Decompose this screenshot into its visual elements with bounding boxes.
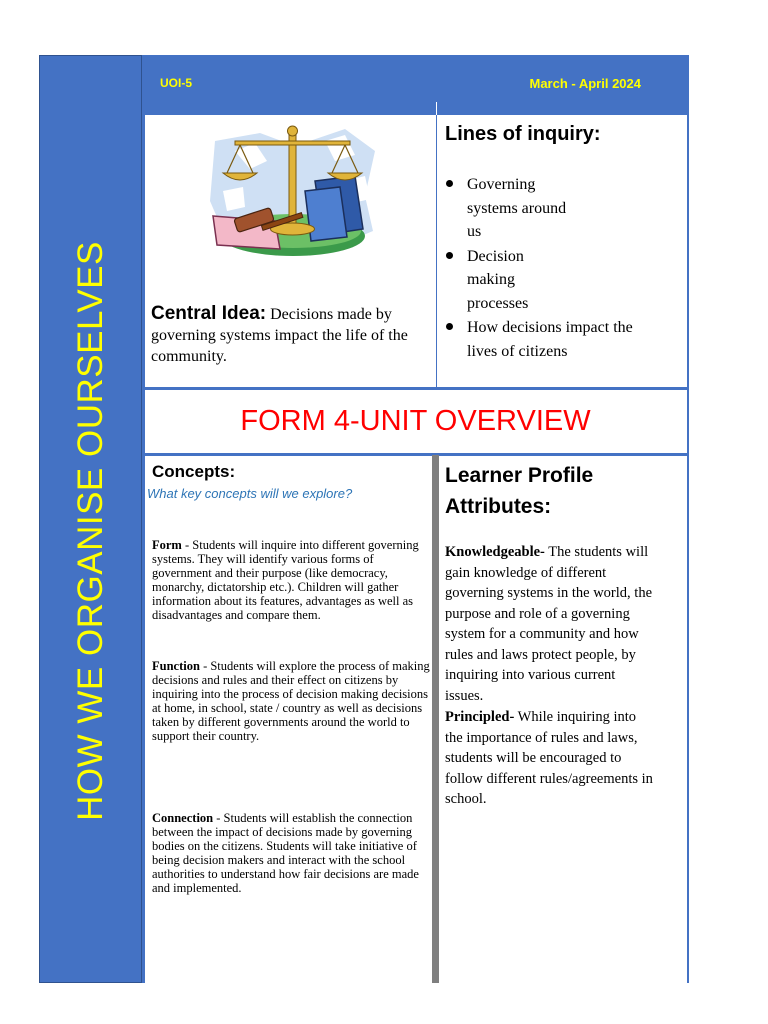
unit-overview-banner: FORM 4-UNIT OVERVIEW <box>240 405 591 437</box>
central-idea-text: Decisions made by governing systems impact the life of the community. <box>151 306 408 365</box>
attribute-text: The students will gain knowledge of different governing systems in the world, the purpose and role of a governing system for a community and how rules and laws protect people, by inquiring into various current issues. <box>445 544 653 704</box>
inquiry-item: Governing systems around us <box>467 173 582 244</box>
top-column-divider <box>436 115 437 387</box>
learner-profile-title: Learner Profile Attributes: <box>445 464 594 518</box>
attribute-text: While inquiring into the importance of rules and laws, students will be encouraged to follow different rules/agreements in school. <box>445 709 653 807</box>
concept-text: - Students will establish the connection between the impact of decisions made by governing bodies on the citizens. Students will take initiative of being decision makers and interact with the school authorities to understand how fair decisions are made and implemented. <box>152 811 419 895</box>
concept-form <box>152 539 432 622</box>
header-bar <box>142 55 689 115</box>
left-border <box>142 115 145 983</box>
lines-of-inquiry-title: Lines of inquiry: <box>445 123 601 145</box>
inquiry-item: Decision making processes <box>467 245 547 316</box>
bottom-column-divider <box>432 455 439 983</box>
date-range: March - April 2024 <box>529 76 641 91</box>
lines-of-inquiry-list <box>467 173 652 364</box>
justice-scales-clipart <box>205 121 380 261</box>
concept-text: - Students will explore the process of making decisions and rules and their effect on citizens by inquiring into the process of decision making decisions at home, in school, state / country as well as decisions taken by different governments around the world to support their country. <box>152 659 430 743</box>
learner-profile-knowledgeable <box>445 542 655 706</box>
concepts-subtitle: What key concepts will we explore? <box>147 486 353 501</box>
attribute-term: Principled- <box>445 709 515 725</box>
central-idea <box>151 303 423 367</box>
concept-term: Connection <box>152 811 214 825</box>
concept-text: - Students will inquire into different governing systems. They will identify various forms of government and their purpose (like democracy, monarchy, dictatorship etc.). Children will gather information about its features, advantages as well as disadvantages and compare them. <box>152 538 419 622</box>
concept-term: Function <box>152 659 200 673</box>
inquiry-item: How decisions impact the lives of citizens <box>467 316 642 363</box>
learner-profile-principled <box>445 707 655 810</box>
concept-term: Form <box>152 538 182 552</box>
main-panel <box>142 55 689 983</box>
unit-label: UOI-5 <box>160 76 193 90</box>
central-idea-label: Central Idea: <box>151 303 267 324</box>
sidebar-title: HOW WE ORGANISE OURSELVES <box>71 241 110 821</box>
sidebar-panel <box>39 55 142 983</box>
attribute-term: Knowledgeable- <box>445 544 545 560</box>
header-divider-tick <box>436 102 437 115</box>
section-rule-top <box>142 387 689 390</box>
concept-connection <box>152 812 432 895</box>
concepts-title: Concepts: <box>152 462 236 481</box>
concept-function <box>152 660 432 743</box>
section-rule-bottom <box>142 453 689 456</box>
